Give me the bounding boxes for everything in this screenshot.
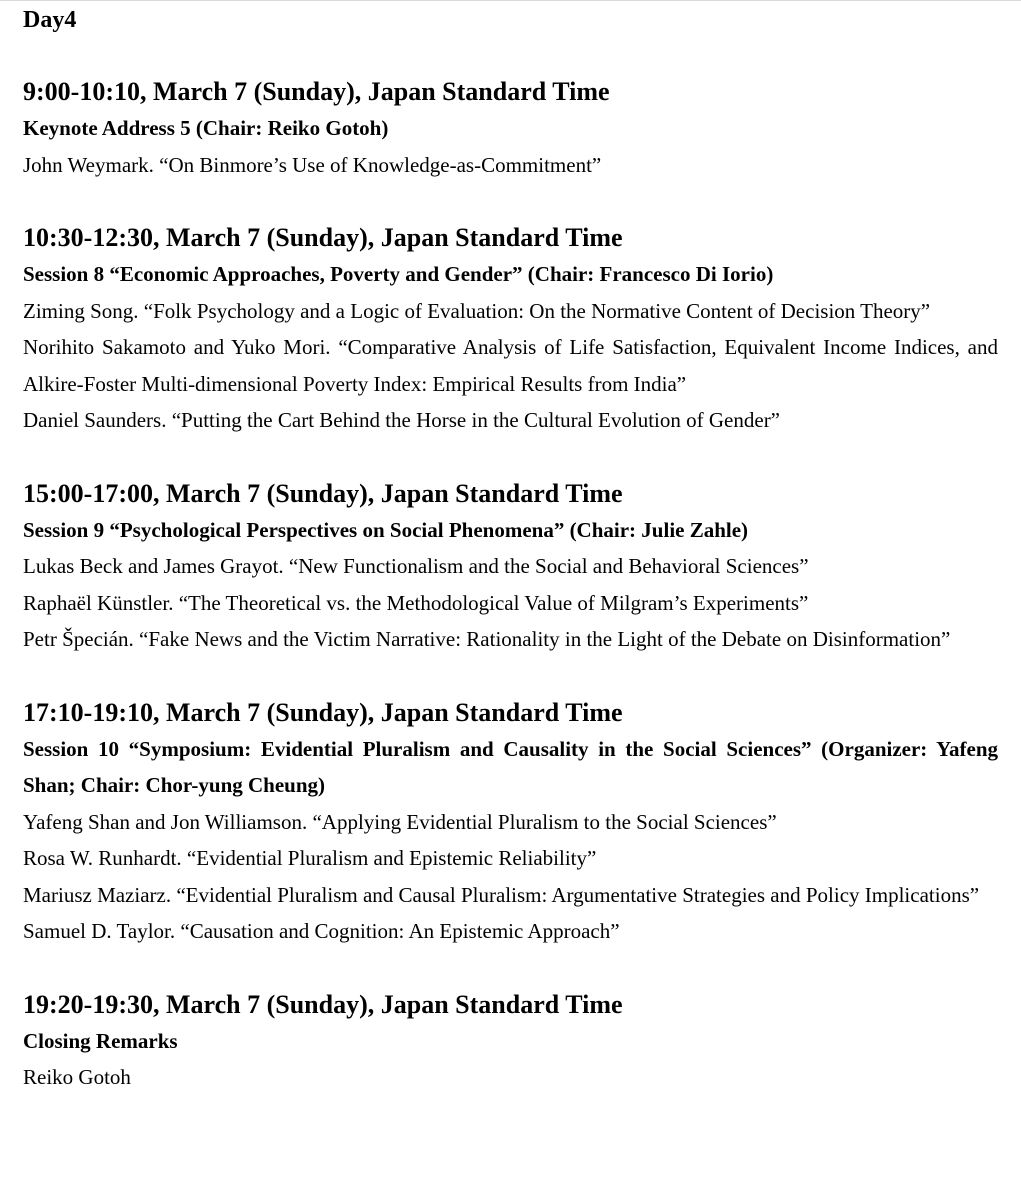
presentation-item: Daniel Saunders. “Putting the Cart Behind the Horse in the Cultural Evolution of Gender” xyxy=(23,408,781,432)
presentation-item: Rosa W. Runhardt. “Evidential Pluralism and Epistemic Reliability” xyxy=(23,846,597,870)
presentation-item: Reiko Gotoh xyxy=(23,1065,131,1089)
session-title: Session 8 “Economic Approaches, Poverty and Gender” (Chair: Francesco Di Iorio) xyxy=(23,262,774,286)
slot-time: 9:00-10:10, March 7 (Sunday), Japan Standard Time xyxy=(23,77,610,106)
time-slot-keynote-5 xyxy=(23,74,998,183)
presentation-item: Ziming Song. “Folk Psychology and a Logic of Evaluation: On the Normative Content of Decision Theory” xyxy=(23,298,931,323)
time-slot-session-8 xyxy=(23,220,998,439)
presentation-item: Raphaël Künstler. “The Theoretical vs. the Methodological Value of Milgram’s Experiments” xyxy=(23,590,809,615)
slot-time: 17:10-19:10, March 7 (Sunday), Japan Standard Time xyxy=(23,697,623,727)
slot-time: 19:20-19:30, March 7 (Sunday), Japan Standard Time xyxy=(23,989,623,1019)
presentation-item: Yafeng Shan and Jon Williamson. “Applying Evidential Pluralism to the Social Sciences” xyxy=(23,809,777,834)
time-slot-session-10 xyxy=(23,695,998,950)
presentation-item: Norihito Sakamoto and Yuko Mori. “Comparative Analysis of Life Satisfaction, Equivalent Income Indices, and Alkire-Foster Multi-dimensional Poverty Index: Empirical Results from India” xyxy=(23,335,998,396)
slot-time: 10:30-12:30, March 7 (Sunday), Japan Standard Time xyxy=(23,223,623,252)
day-title: Day4 xyxy=(23,7,77,33)
presentation-item: Lukas Beck and James Grayot. “New Functionalism and the Social and Behavioral Sciences” xyxy=(23,554,809,578)
program-page xyxy=(23,0,998,1096)
presentation-item: Samuel D. Taylor. “Causation and Cognition: An Epistemic Approach” xyxy=(23,919,620,943)
session-title: Session 9 “Psychological Perspectives on Social Phenomena” (Chair: Julie Zahle) xyxy=(23,517,749,542)
time-slot-session-9 xyxy=(23,476,998,658)
session-title: Closing Remarks xyxy=(23,1028,178,1053)
presentation-item: Petr Špecián. “Fake News and the Victim Narrative: Rationality in the Light of the Debate on Disinformation” xyxy=(23,627,951,651)
session-title: Session 10 “Symposium: Evidential Pluralism and Causality in the Social Sciences” (Organizer: Yafeng Shan; Chair: Chor-yung Cheung) xyxy=(23,736,998,797)
time-slot-closing-remarks xyxy=(23,987,998,1096)
presentation-item: John Weymark. “On Binmore’s Use of Knowledge-as-Commitment” xyxy=(23,152,602,177)
presentation-item: Mariusz Maziarz. “Evidential Pluralism and Causal Pluralism: Argumentative Strategies and Policy Implications” xyxy=(23,882,980,907)
session-title: Keynote Address 5 (Chair: Reiko Gotoh) xyxy=(23,116,389,140)
slot-time: 15:00-17:00, March 7 (Sunday), Japan Standard Time xyxy=(23,478,623,508)
